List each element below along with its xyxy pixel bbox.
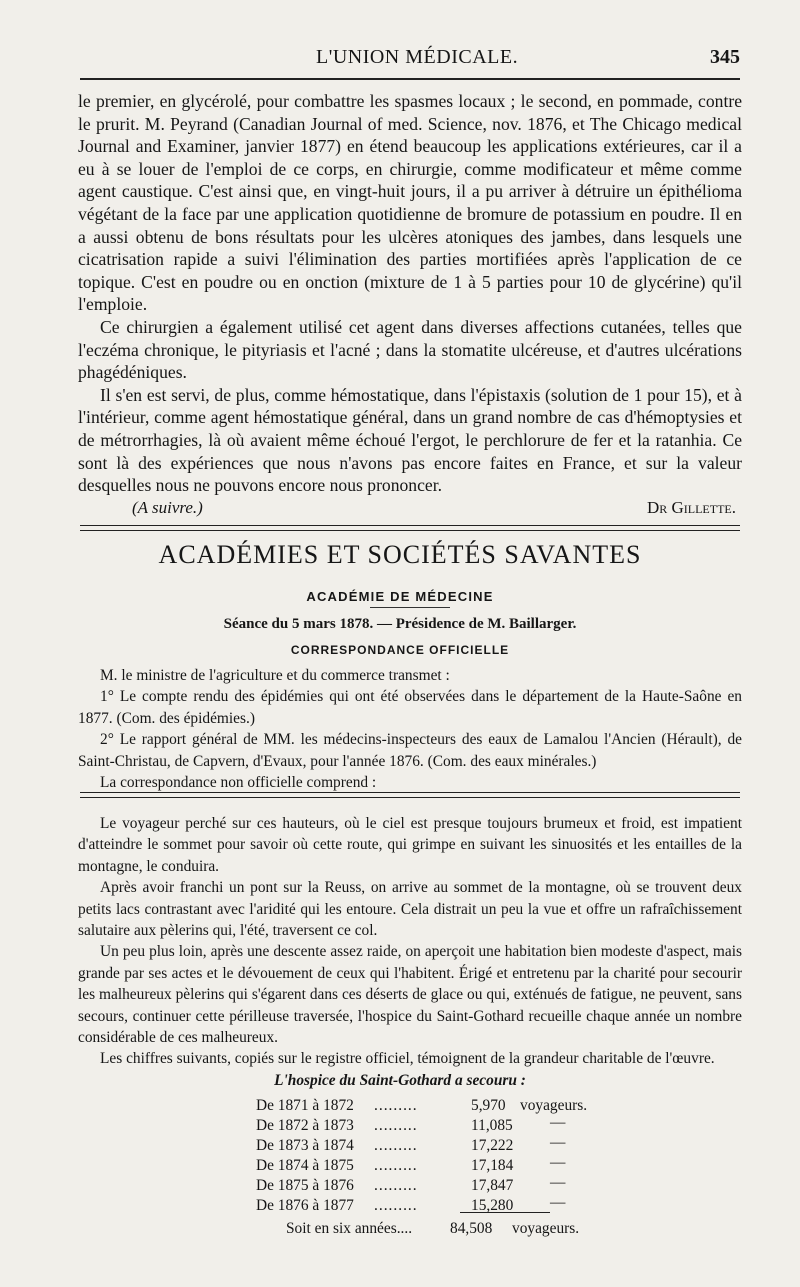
statistics-unit: — (550, 1174, 566, 1191)
section-title: ACADÉMIES ET SOCIÉTÉS SAVANTES (158, 540, 642, 569)
feuilleton-paragraph: Un peu plus loin, après une descente assez raide, on aperçoit une habitation bien modeste d'aspect, mais grande par ses actes et le dévouement de ceux qui l'habitent. Érigé et entretenu par la charité pour secourir les malheureux pèlerins qui s'égarent dans ces déserts de glace ou qui, exténués de fatigue, ne peuvent, sans secours, continuer cette périlleuse traversée, l'hospice du Saint-Gothard recueille chaque année un nombre considérable de ces malheureux. (78, 943, 742, 1047)
statistics-value: 11,085 (471, 1117, 513, 1134)
statistics-leader: ......... (374, 1117, 418, 1134)
statistics-value: 5,970 (471, 1097, 506, 1114)
article-paragraph: Il s'en est servi, de plus, comme hémostatique, dans l'épistaxis (solution de 1 pour 15), et à l'intérieur, comme agent hémostatique général, dans un grand nombre de cas d'hémoptysies et de métrorrhagies, là où avaient même échoué l'ergot, le perchlorure de fer et la ratanhia. Ce sont là des expériences que nous n'avons pas encore faites en France, et sur la valeur desquelles nous ne pouvons encore nous prononcer. (78, 384, 742, 496)
correspondance-paragraph: La correspondance non officielle comprend : (100, 774, 377, 792)
statistics-leader: ......... (374, 1157, 418, 1174)
statistics-unit: voyageurs. (520, 1097, 588, 1114)
statistics-row (256, 1194, 616, 1217)
statistics-unit: — (550, 1154, 566, 1171)
statistics-value: 17,847 (471, 1177, 514, 1194)
statistics-value: 15,280 (471, 1197, 514, 1214)
total-value: 84,508 (450, 1220, 493, 1237)
academy-heading: ACADÉMIE DE MÉDECINE (306, 589, 494, 604)
statistics-leader: ......... (374, 1097, 418, 1114)
running-title: L'UNION MÉDICALE. (316, 46, 519, 68)
feuilleton-paragraph: Les chiffres suivants, copiés sur le registre officiel, témoignent de la grandeur charitable de l'œuvre. (100, 1050, 715, 1068)
academy-heading-rule (370, 607, 450, 608)
statistics-unit: — (550, 1114, 566, 1131)
correspondance-paragraph: 2° Le rapport général de MM. les médecins-inspecteurs des eaux de Lamalou l'Ancien (Hérault), de Saint-Christau, de Capvern, d'Evaux, pour l'année 1876. (Com. des eaux minérales.) (78, 731, 742, 770)
article-body (78, 90, 742, 497)
statistics-period: De 1876 à 1877 (256, 1197, 354, 1214)
statistics-period: De 1874 à 1875 (256, 1157, 354, 1174)
to-be-continued: (A suivre.) (132, 498, 203, 517)
feuilleton-separator (80, 792, 740, 798)
statistics-period: De 1873 à 1874 (256, 1137, 354, 1154)
feuilleton-paragraph: Après avoir franchi un pont sur la Reuss, on arrive au sommet de la montagne, où se trouvent deux petits lacs contrastant avec l'aridité qui les entoure. Cela distrait un peu la vue et offre un rafraîchissement salutaire aux pèlerins qui, l'été, traversent ce col. (78, 879, 742, 940)
session-line: Séance du 5 mars 1878. — Présidence de M. Baillarger. (223, 616, 577, 632)
statistics-leader: ......... (374, 1137, 418, 1154)
total-rule (460, 1212, 550, 1213)
feuilleton-paragraph: Le voyageur perché sur ces hauteurs, où le ciel est presque toujours brumeux et froid, est impatient d'atteindre le sommet pour savoir où cette route, qui grimpe en suivant les sinuosités et les entailles de la montagne, le conduira. (78, 815, 742, 875)
statistics-period: De 1872 à 1873 (256, 1117, 354, 1134)
article-paragraph: Ce chirurgien a également utilisé cet agent dans diverses affections cutanées, telles que l'eczéma chronique, le pityriasis et l'acné ; dans la stomatite ulcéreuse, et d'autres ulcérations phagédéniques. (78, 316, 742, 383)
correspondance-paragraph: M. le ministre de l'agriculture et du commerce transmet : (100, 667, 450, 684)
statistics-caption: L'hospice du Saint-Gothard a secouru : (274, 1072, 526, 1089)
header-rule (80, 78, 740, 80)
statistics-leader: ......... (374, 1197, 418, 1214)
correspondance-paragraph: 1° Le compte rendu des épidémies qui ont été observées dans le département de la Haute-Saône en 1877. (Com. des épidémies.) (78, 688, 742, 727)
statistics-unit: — (550, 1194, 566, 1211)
correspondance-body (78, 665, 742, 793)
page-number: 345 (710, 46, 740, 68)
feuilleton-body (78, 813, 742, 1070)
total-unit: voyageurs. (512, 1220, 580, 1237)
author-signature: Dr Gillette. (646, 498, 736, 517)
statistics-leader: ......... (374, 1177, 418, 1194)
statistics-value: 17,184 (471, 1157, 514, 1174)
article-signature-line (78, 498, 742, 522)
total-label: Soit en six années.... (286, 1220, 413, 1237)
statistics-unit: — (550, 1134, 566, 1151)
statistics-period: De 1875 à 1876 (256, 1177, 354, 1194)
page-header (80, 42, 740, 72)
section-separator (80, 525, 740, 531)
article-paragraph: le premier, en glycérolé, pour combattre les spasmes locaux ; le second, en pommade, contre le prurit. M. Peyrand (Canadian Journal of med. Science, nov. 1876, et The Chicago medical Journal and Examiner, janvier 1877) en étend beaucoup les applications extérieures, car il a eu à se louer de l'emploi de ce corps, en chirurgie, comme modificateur et même comme agent caustique. C'est ainsi que, en vingt-huit jours, il a pu arriver à détruire un épithélioma végétant de la face par une application quotidienne de bromure de potassium en poudre. Il en a aussi obtenu de bons résultats pour les ulcères atoniques des jambes, dans lesquels une cicatrisation rapide a suivi l'élimination des parties mortifiées après l'application de ce topique. C'est en poudre ou en onction (mixture de 1 à 5 parties pour 10 de glycérine) qu'il l'emploie. (78, 91, 742, 315)
statistics-period: De 1871 à 1872 (256, 1097, 354, 1114)
correspondance-heading: CORRESPONDANCE OFFICIELLE (290, 643, 510, 657)
statistics-value: 17,222 (471, 1137, 514, 1154)
